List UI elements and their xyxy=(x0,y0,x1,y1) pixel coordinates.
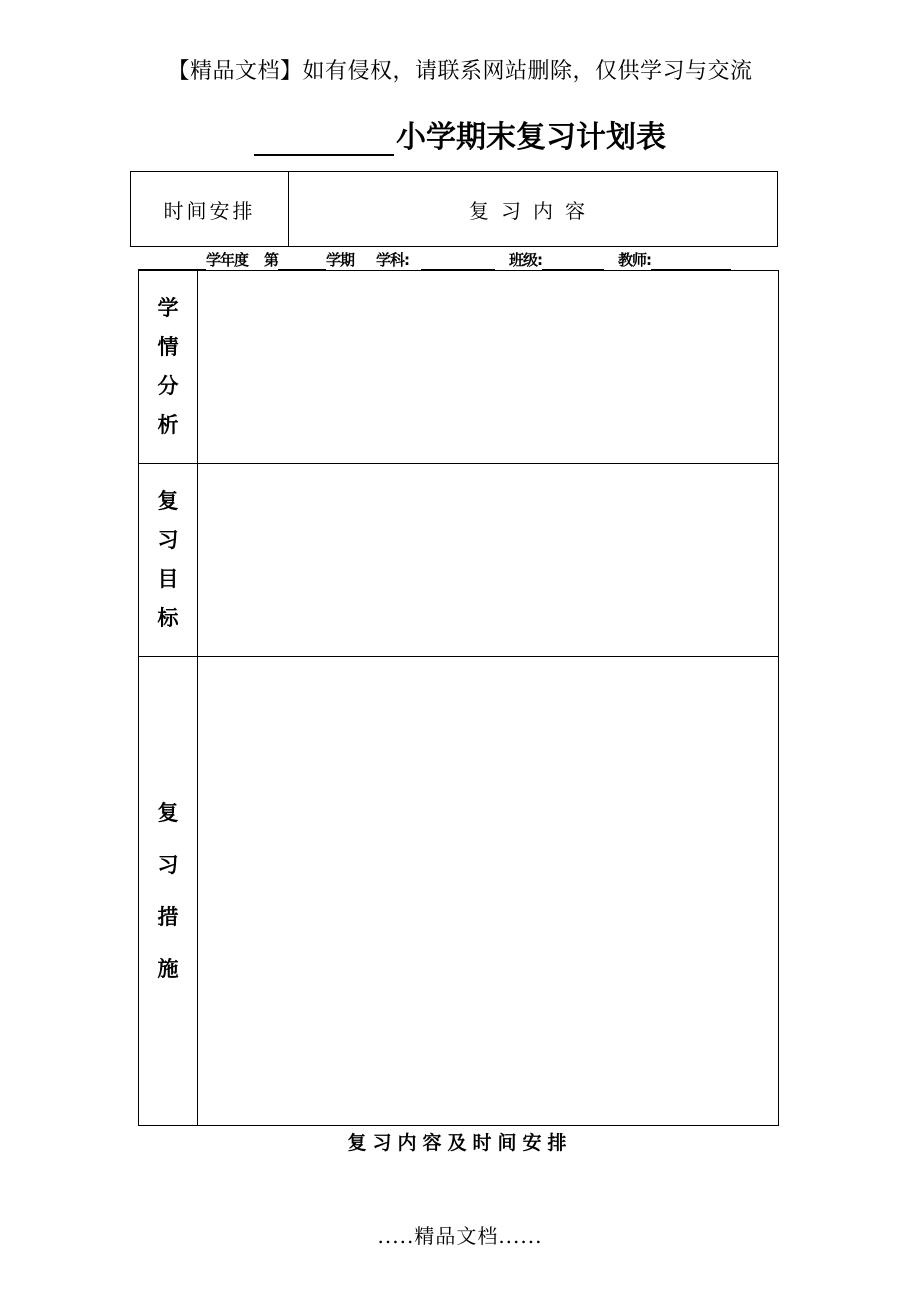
page-title: 小学期末复习计划表 xyxy=(396,120,666,155)
section-label: 复 习 目 标 xyxy=(139,464,198,656)
subject-label: 学科: xyxy=(376,251,410,269)
section-review-goals xyxy=(139,464,778,657)
col-content-header: 复习内容 xyxy=(469,198,597,223)
schedule-header-table xyxy=(130,171,778,247)
section-review-measures xyxy=(139,657,778,1125)
school-year-blank[interactable] xyxy=(138,251,206,270)
col-time-header: 时间安排 xyxy=(131,172,289,246)
class-label: 班级: xyxy=(509,251,543,269)
page-title-row xyxy=(0,112,920,156)
school-name-blank[interactable] xyxy=(254,118,394,156)
plan-table xyxy=(138,270,779,1126)
section-body-review-measures[interactable] xyxy=(198,657,778,1125)
term-blank[interactable] xyxy=(278,251,326,270)
term-suffix-label: 学期 xyxy=(326,251,355,269)
school-year-label: 学年度 xyxy=(206,251,249,269)
info-row xyxy=(138,248,782,270)
footer-title: 复习内容及时间安排 xyxy=(347,1132,573,1154)
section-body-review-goals[interactable] xyxy=(198,464,778,656)
teacher-label: 教师: xyxy=(618,251,652,269)
section-label: 学 情 分 析 xyxy=(139,271,198,463)
footer-note: .....精品文档...... xyxy=(377,1224,543,1248)
section-situation-analysis xyxy=(139,271,778,464)
class-blank[interactable] xyxy=(542,251,604,270)
section-label: 复 习 措 施 xyxy=(139,657,198,1125)
teacher-blank[interactable] xyxy=(651,251,731,270)
header-note: 【精品文档】如有侵权，请联系网站删除，仅供学习与交流 xyxy=(167,59,753,84)
section-body-situation-analysis[interactable] xyxy=(198,271,778,463)
term-prefix-label: 第 xyxy=(264,251,279,269)
subject-blank[interactable] xyxy=(421,251,495,270)
